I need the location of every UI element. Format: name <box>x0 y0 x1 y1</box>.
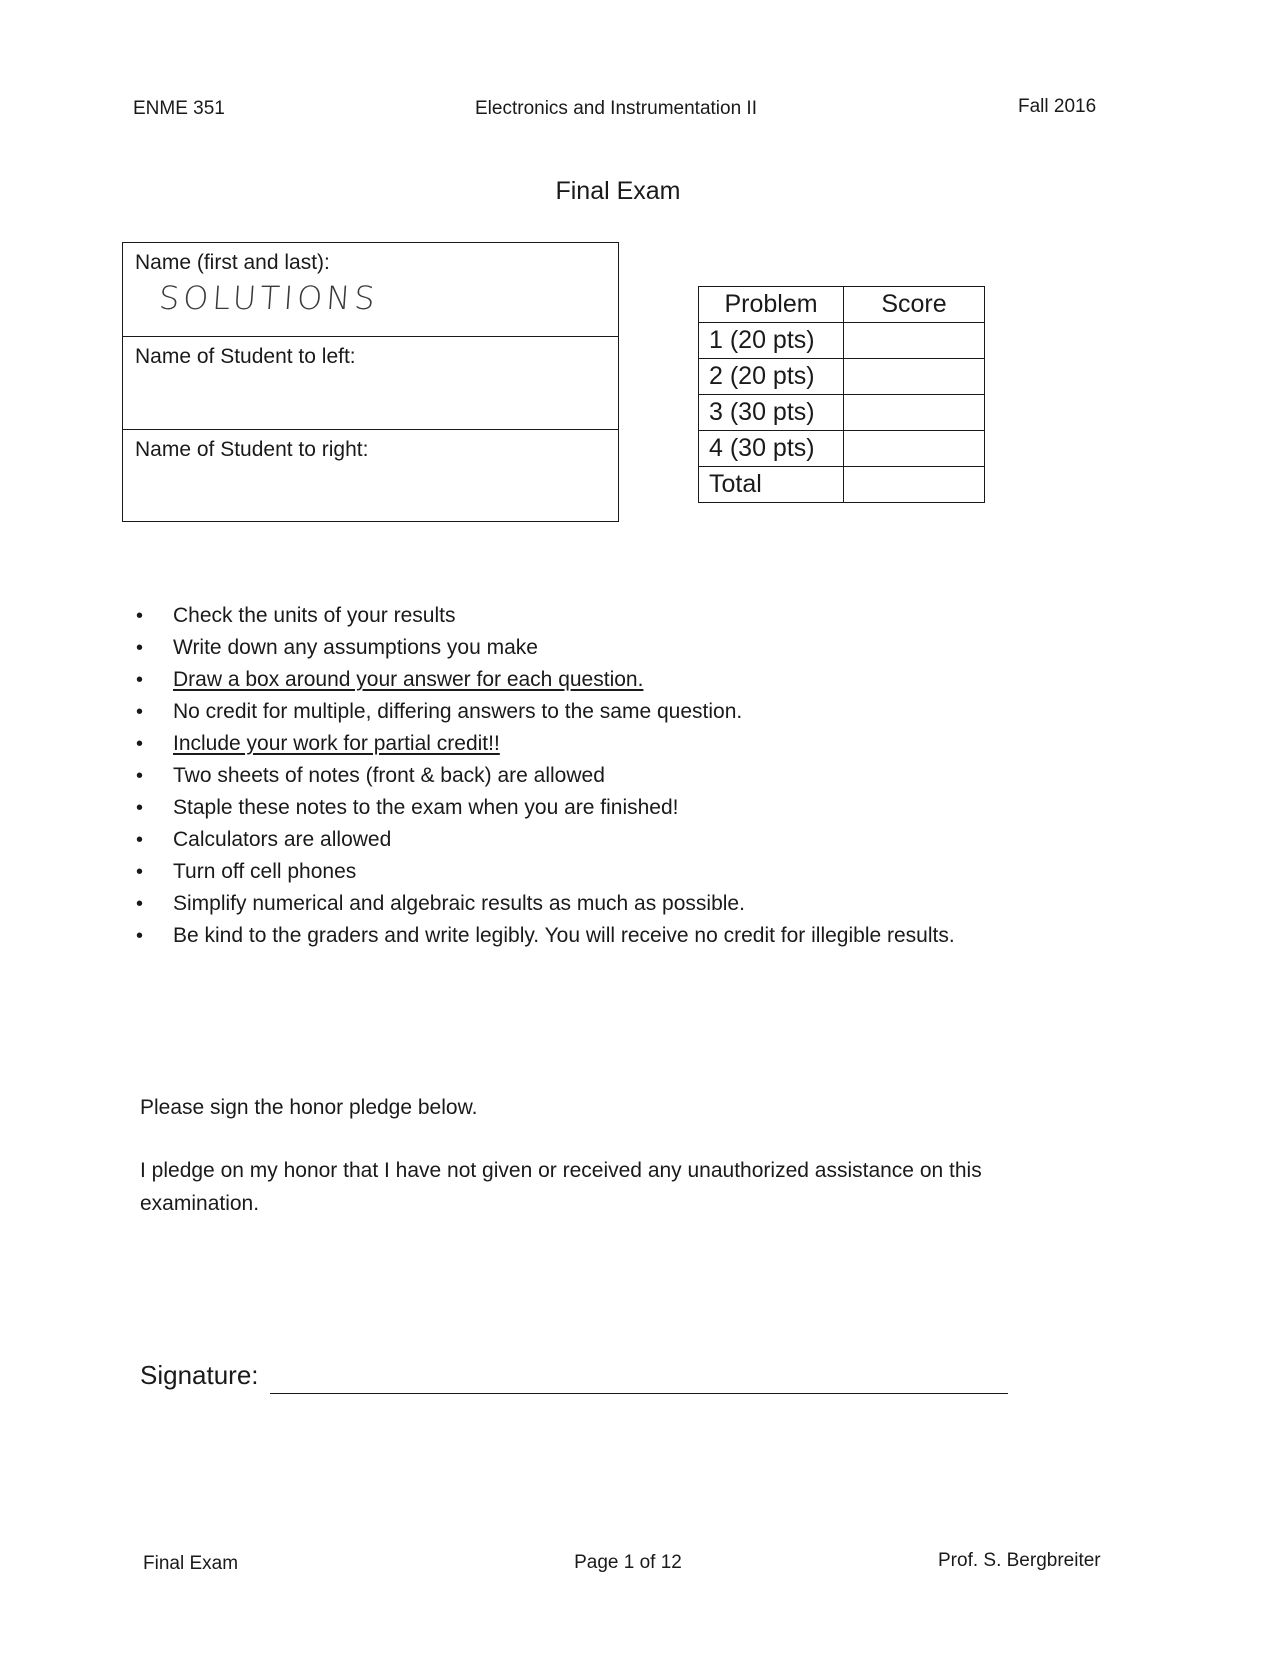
student-left-label: Name of Student to left: <box>135 345 356 368</box>
table-row <box>699 359 985 395</box>
pledge-intro: Please sign the honor pledge below. <box>140 1096 478 1119</box>
list-item: • Include your work for partial credit!! <box>133 728 955 760</box>
list-item: • Two sheets of notes (front & back) are allowed <box>133 760 955 792</box>
course-code: ENME 351 <box>133 98 225 119</box>
score-cell[interactable] <box>844 395 985 431</box>
exam-term: Fall 2016 <box>1018 96 1097 117</box>
list-item: • Be kind to the graders and write legibly. You will receive no credit for illegible results. <box>133 920 955 952</box>
score-cell[interactable] <box>844 359 985 395</box>
name-box <box>122 242 619 522</box>
problem-cell: 2 (20 pts) <box>699 359 844 395</box>
list-item: • Draw a box around your answer for each question. <box>133 664 955 696</box>
list-item: • No credit for multiple, differing answers to the same question. <box>133 696 955 728</box>
column-header-score: Score <box>844 287 985 323</box>
footer-instructor: Prof. S. Bergbreiter <box>938 1550 1101 1571</box>
table-row <box>699 431 985 467</box>
problem-cell: 4 (30 pts) <box>699 431 844 467</box>
name-value: SOLUTIONS <box>157 279 380 317</box>
pledge-text: I pledge on my honor that I have not given or received any unauthorized assistance on this examination. <box>140 1159 982 1215</box>
list-item: • Simplify numerical and algebraic results as much as possible. <box>133 888 955 920</box>
total-score-cell[interactable] <box>844 467 985 503</box>
problem-cell: 1 (20 pts) <box>699 323 844 359</box>
list-item: • Write down any assumptions you make <box>133 632 955 664</box>
total-cell: Total <box>699 467 844 503</box>
problem-cell: 3 (30 pts) <box>699 395 844 431</box>
score-table <box>698 286 985 503</box>
score-cell[interactable] <box>844 323 985 359</box>
list-item: • Turn off cell phones <box>133 856 955 888</box>
student-right-label: Name of Student to right: <box>135 438 369 461</box>
table-row <box>699 323 985 359</box>
list-item: • Staple these notes to the exam when you are finished! <box>133 792 955 824</box>
table-header-row <box>699 287 985 323</box>
student-left-field[interactable] <box>123 336 618 429</box>
course-subject: Electronics and Instrumentation II <box>475 98 757 119</box>
signature-line[interactable] <box>270 1393 1008 1394</box>
table-row <box>699 467 985 503</box>
name-label: Name (first and last): <box>135 251 330 274</box>
page-number: Page 1 of 12 <box>574 1552 682 1573</box>
page-title: Final Exam <box>555 177 681 205</box>
footer-exam-name: Final Exam <box>143 1553 239 1574</box>
list-item: • Calculators are allowed <box>133 824 955 856</box>
signature-label: Signature: <box>140 1360 259 1390</box>
student-right-field[interactable] <box>123 429 618 521</box>
list-item: • Check the units of your results <box>133 600 955 632</box>
score-cell[interactable] <box>844 431 985 467</box>
instructions-list <box>133 600 955 952</box>
table-row <box>699 395 985 431</box>
column-header-problem: Problem <box>699 287 844 323</box>
name-field[interactable] <box>123 243 618 336</box>
